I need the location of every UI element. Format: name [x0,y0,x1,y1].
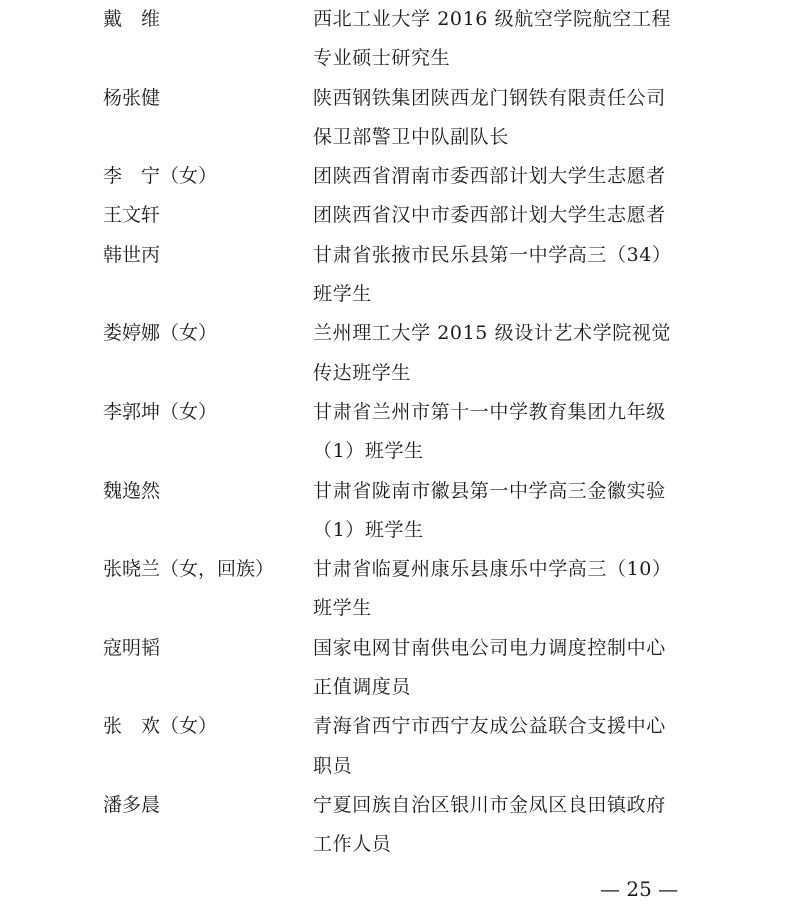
list-item [0,786,793,865]
list-item [0,393,793,472]
list-item [0,236,793,315]
description-line: 正值调度员 [313,676,412,699]
description-line: 兰州理工大学 2015 级设计艺术学院视觉 [313,322,672,345]
person-description [313,79,703,158]
description-line: （1）班学生 [313,440,424,463]
description-line: 专业硕士研究生 [313,47,451,70]
list-item [0,0,793,79]
person-description [313,0,703,79]
description-line: 团陕西省汉中市委西部计划大学生志愿者 [313,204,666,227]
person-description [313,236,703,315]
list-item [0,314,793,393]
description-line: 传达班学生 [313,361,412,384]
description-line: 陕西钢铁集团陕西龙门钢铁有限责任公司 [313,86,666,109]
person-name: 王文轩 [103,204,161,227]
person-name: 李 宁（女） [103,165,218,188]
description-line: 班学生 [313,283,372,306]
list-item [0,79,793,158]
description-line: 甘肃省临夏州康乐县康乐中学高三（10） [313,558,672,581]
list-item [0,550,793,629]
person-description [313,472,703,551]
person-name: 张晓兰（女，回族） [103,558,275,581]
person-description [313,550,703,629]
description-line: 甘肃省兰州市第十一中学教育集团九年级 [313,400,666,423]
description-line: 青海省西宁市西宁友成公益联合支援中心 [313,715,666,738]
list-item [0,157,793,196]
person-description [313,629,703,708]
list-item [0,196,793,235]
person-description [313,393,703,472]
person-name: 潘多晨 [103,793,161,816]
description-line: 职员 [313,754,353,777]
description-line: 保卫部警卫中队副队长 [313,125,510,148]
person-description [313,196,703,235]
person-name: 娄婷娜（女） [103,322,218,345]
description-line: （1）班学生 [313,518,424,541]
description-line: 班学生 [313,597,372,620]
description-line: 甘肃省张掖市民乐县第一中学高三（34） [313,243,672,266]
person-name: 张 欢（女） [103,715,218,738]
list-item [0,707,793,786]
person-name: 李郭坤（女） [103,400,218,423]
page-number: — 25 — [600,877,679,901]
person-name: 杨张健 [103,86,161,109]
person-name: 韩世丙 [103,243,161,266]
description-line: 西北工业大学 2016 级航空学院航空工程 [313,8,672,30]
person-name: 寇明韬 [103,636,161,659]
person-name: 戴 维 [103,8,161,30]
person-description [313,707,703,786]
person-description [313,314,703,393]
list-item [0,629,793,708]
list-item [0,472,793,551]
person-description [313,157,703,196]
person-name: 魏逸然 [103,479,161,502]
description-line: 团陕西省渭南市委西部计划大学生志愿者 [313,165,666,188]
description-line: 甘肃省陇南市徽县第一中学高三金徽实验 [313,479,666,502]
description-line: 国家电网甘南供电公司电力调度控制中心 [313,636,666,659]
description-line: 工作人员 [313,833,392,856]
person-description [313,786,703,865]
description-line: 宁夏回族自治区银川市金凤区良田镇政府 [313,793,666,816]
